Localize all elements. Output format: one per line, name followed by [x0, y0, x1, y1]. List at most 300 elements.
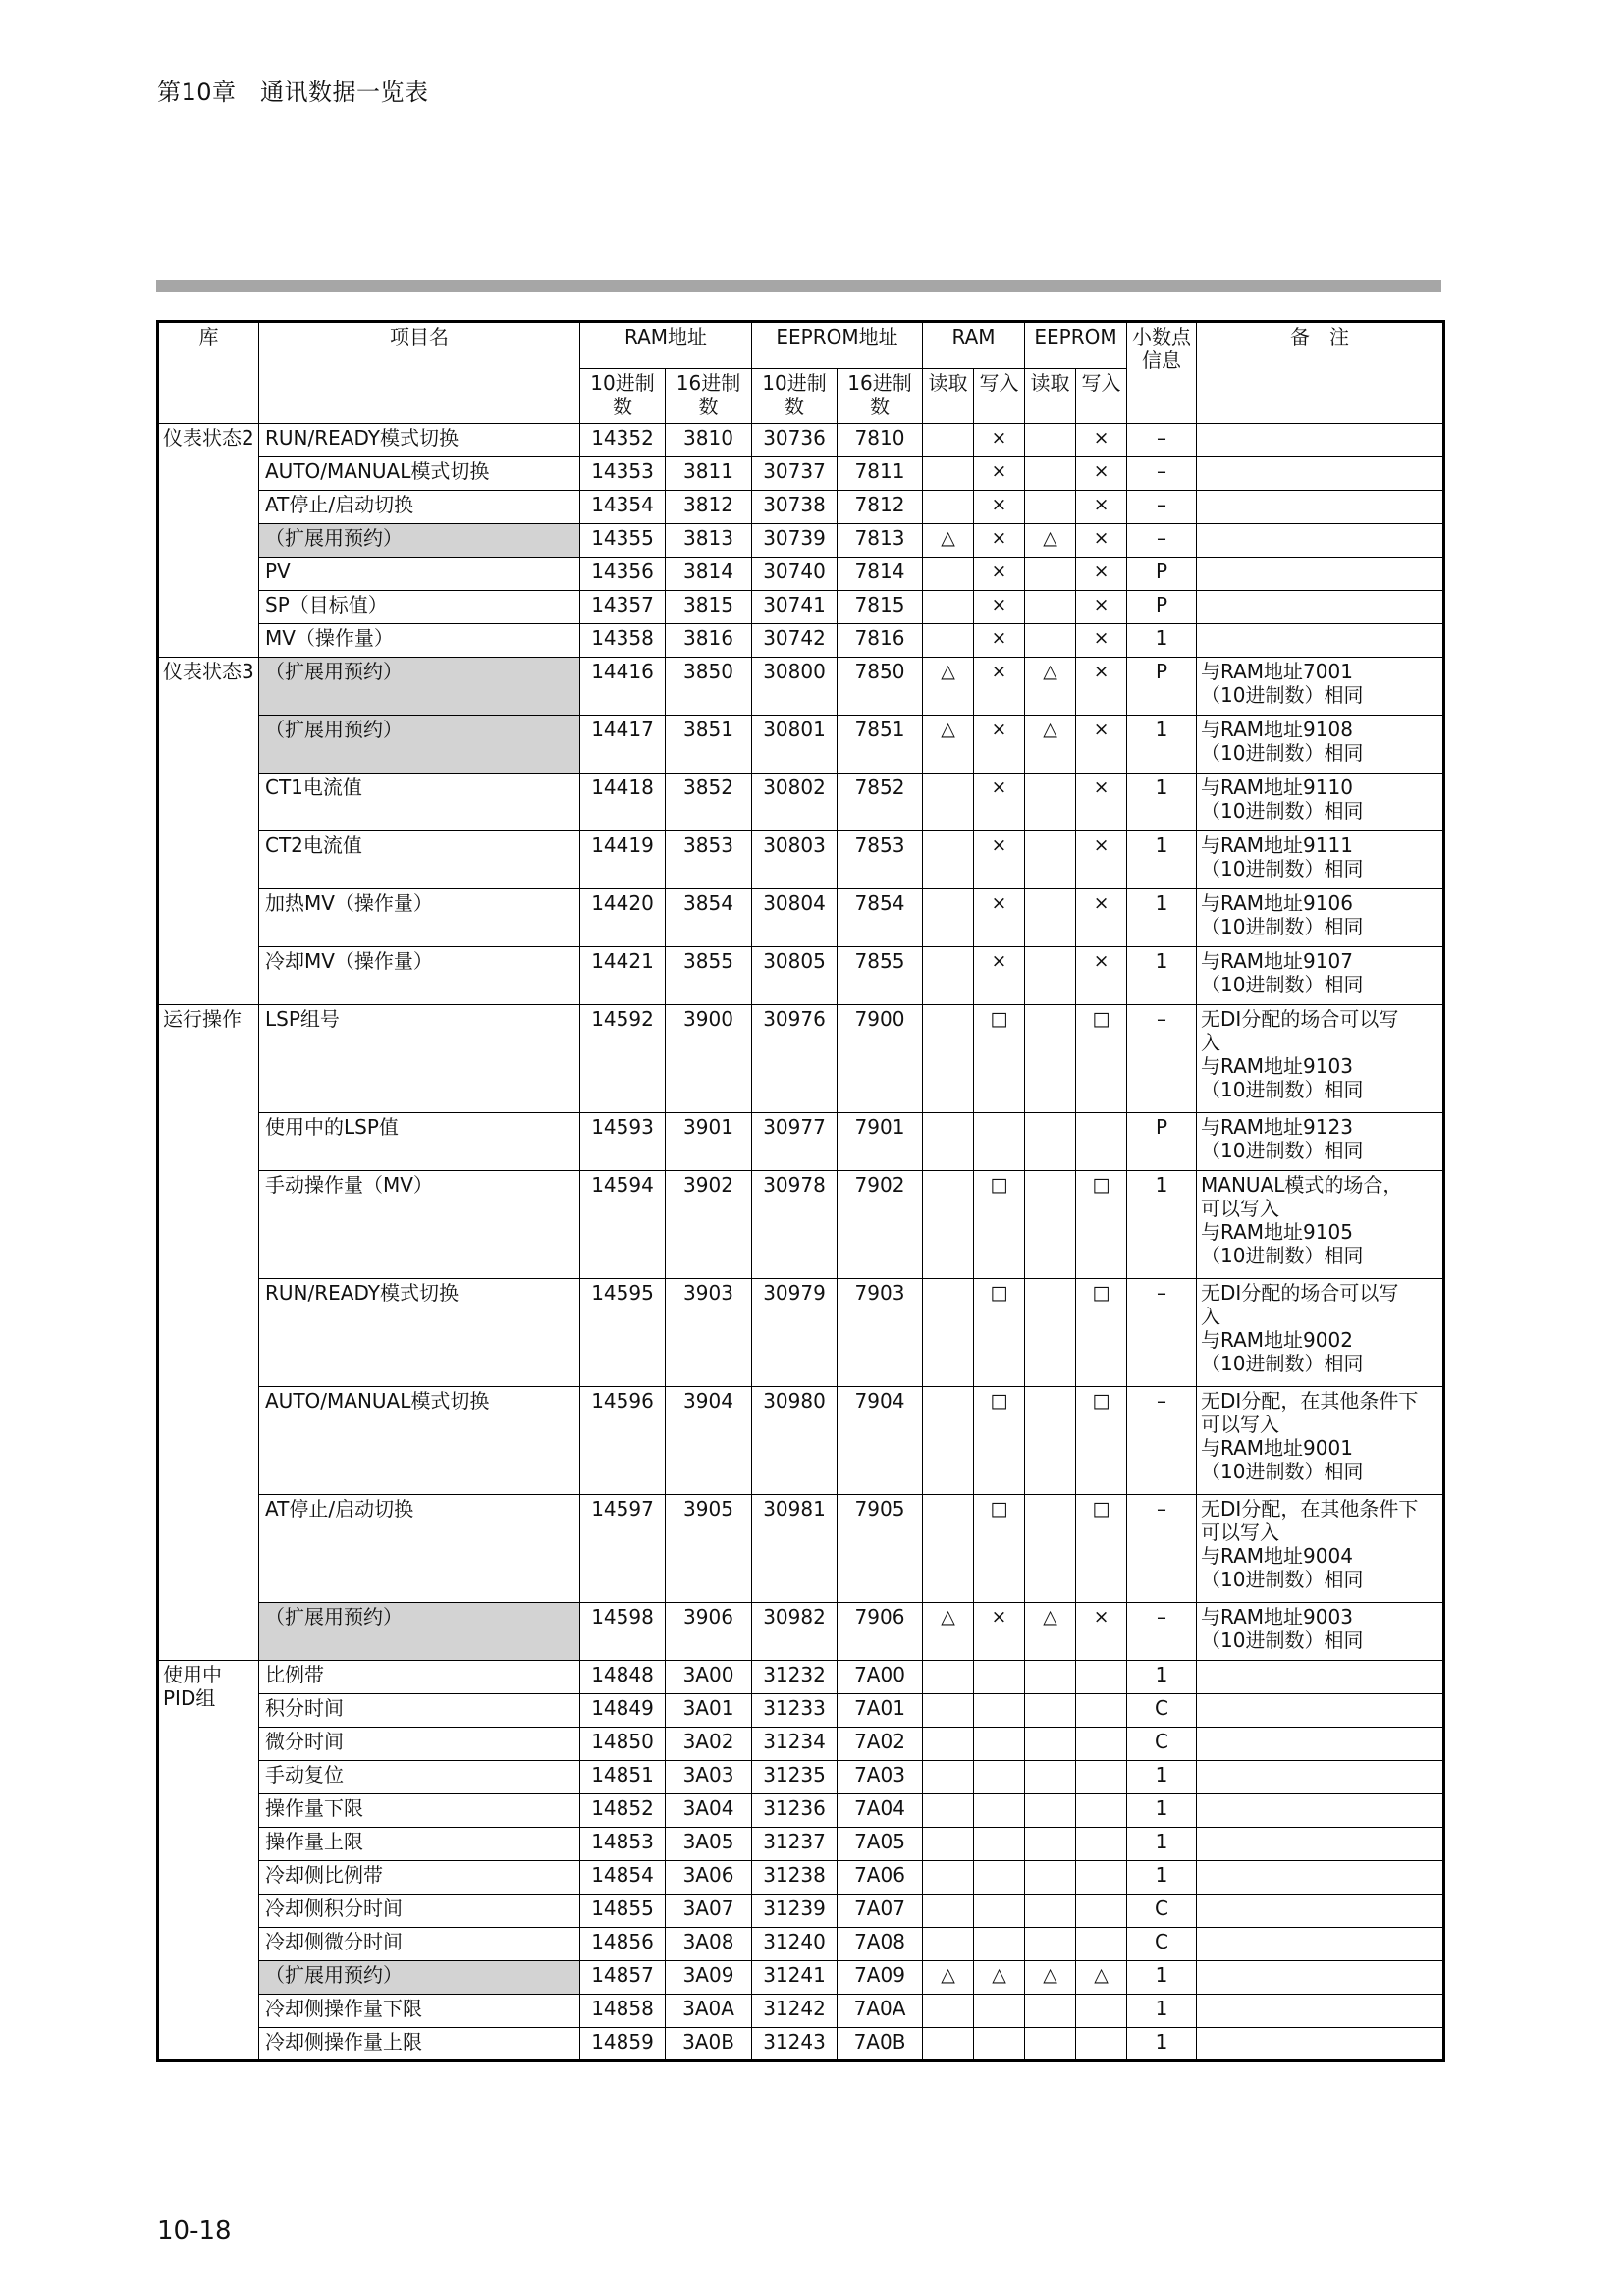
item-name-cell: （扩展用预约） [259, 658, 580, 716]
eeprom-read-cell [1025, 1171, 1076, 1279]
item-name-cell: 冷却侧积分时间 [259, 1895, 580, 1928]
item-name-cell: LSP组号 [259, 1005, 580, 1113]
ram-hex-cell: 3813 [666, 524, 752, 558]
eeprom-read-cell [1025, 1387, 1076, 1495]
remarks-cell: 与RAM地址9003 （10进制数）相同 [1197, 1603, 1444, 1661]
ram-write-cell: × [974, 889, 1025, 947]
table-row [158, 658, 1444, 716]
ram-write-cell: □ [974, 1005, 1025, 1113]
eeprom-hex-cell: 7812 [838, 491, 923, 524]
ram-hex-cell: 3901 [666, 1113, 752, 1171]
eeprom-read-cell [1025, 1005, 1076, 1113]
eeprom-hex-cell: 7815 [838, 591, 923, 624]
remarks-cell [1197, 491, 1444, 524]
decimal-info-cell: 1 [1127, 1995, 1197, 2028]
eeprom-write-cell [1076, 1113, 1127, 1171]
eeprom-dec-cell: 30980 [752, 1387, 838, 1495]
ram-write-cell [974, 1828, 1025, 1861]
eeprom-hex-cell: 7A09 [838, 1961, 923, 1995]
eeprom-write-cell: × [1076, 774, 1127, 831]
eeprom-read-cell: △ [1025, 1961, 1076, 1995]
table-row [158, 624, 1444, 658]
ram-hex-cell: 3853 [666, 831, 752, 889]
table-row [158, 831, 1444, 889]
eeprom-write-cell [1076, 1861, 1127, 1895]
eeprom-dec-cell: 31236 [752, 1794, 838, 1828]
chapter-title: 第10章 通讯数据一览表 [157, 79, 429, 106]
eeprom-read-cell [1025, 457, 1076, 491]
item-name-cell: 积分时间 [259, 1694, 580, 1728]
ram-dec-cell: 14857 [580, 1961, 666, 1995]
header-eeprom-dec: 10进制数 [752, 369, 838, 424]
ram-hex-cell: 3A0B [666, 2028, 752, 2061]
eeprom-read-cell [1025, 424, 1076, 457]
eeprom-read-cell [1025, 1495, 1076, 1603]
eeprom-read-cell: △ [1025, 716, 1076, 774]
item-name-cell: AT停止/启动切换 [259, 491, 580, 524]
table-row [158, 1387, 1444, 1495]
eeprom-read-cell [1025, 1661, 1076, 1694]
table-row [158, 1694, 1444, 1728]
eeprom-hex-cell: 7903 [838, 1279, 923, 1387]
eeprom-write-cell: × [1076, 524, 1127, 558]
decimal-info-cell: – [1127, 524, 1197, 558]
ram-dec-cell: 14355 [580, 524, 666, 558]
eeprom-dec-cell: 30741 [752, 591, 838, 624]
decimal-info-cell: 1 [1127, 2028, 1197, 2061]
ram-read-cell [923, 1728, 974, 1761]
ram-dec-cell: 14420 [580, 889, 666, 947]
ram-hex-cell: 3902 [666, 1171, 752, 1279]
eeprom-hex-cell: 7902 [838, 1171, 923, 1279]
ram-read-cell [923, 457, 974, 491]
decimal-info-cell: – [1127, 1603, 1197, 1661]
eeprom-write-cell: × [1076, 889, 1127, 947]
ram-write-cell: × [974, 831, 1025, 889]
header-eeprom-address: EEPROM地址 [752, 322, 923, 369]
ram-write-cell: × [974, 524, 1025, 558]
item-name-cell: 手动操作量（MV） [259, 1171, 580, 1279]
decimal-info-cell: 1 [1127, 947, 1197, 1005]
eeprom-hex-cell: 7A0A [838, 1995, 923, 2028]
decimal-info-cell: 1 [1127, 774, 1197, 831]
table-row [158, 1661, 1444, 1694]
ram-write-cell: △ [974, 1961, 1025, 1995]
ram-hex-cell: 3812 [666, 491, 752, 524]
decimal-info-cell: P [1127, 658, 1197, 716]
remarks-cell [1197, 1761, 1444, 1794]
decimal-info-cell: 1 [1127, 1828, 1197, 1861]
ram-read-cell [923, 1995, 974, 2028]
ram-write-cell [974, 1895, 1025, 1928]
eeprom-hex-cell: 7A04 [838, 1794, 923, 1828]
item-name-cell: MV（操作量） [259, 624, 580, 658]
header-item-name: 项目名 [259, 322, 580, 424]
ram-read-cell [923, 1113, 974, 1171]
eeprom-dec-cell: 30978 [752, 1171, 838, 1279]
ram-read-cell [923, 1279, 974, 1387]
eeprom-write-cell: □ [1076, 1171, 1127, 1279]
eeprom-hex-cell: 7906 [838, 1603, 923, 1661]
eeprom-hex-cell: 7816 [838, 624, 923, 658]
table-row [158, 1961, 1444, 1995]
ram-read-cell [923, 1895, 974, 1928]
remarks-cell [1197, 1928, 1444, 1961]
ram-dec-cell: 14596 [580, 1387, 666, 1495]
item-name-cell: SP（目标值） [259, 591, 580, 624]
eeprom-read-cell [1025, 947, 1076, 1005]
eeprom-write-cell: △ [1076, 1961, 1127, 1995]
ram-hex-cell: 3815 [666, 591, 752, 624]
ram-read-cell: △ [923, 716, 974, 774]
eeprom-read-cell [1025, 1761, 1076, 1794]
remarks-cell [1197, 2028, 1444, 2061]
eeprom-write-cell [1076, 1761, 1127, 1794]
eeprom-read-cell: △ [1025, 1603, 1076, 1661]
eeprom-read-cell: △ [1025, 524, 1076, 558]
eeprom-write-cell [1076, 1895, 1127, 1928]
eeprom-write-cell: × [1076, 831, 1127, 889]
ram-write-cell [974, 1661, 1025, 1694]
remarks-cell [1197, 591, 1444, 624]
eeprom-write-cell [1076, 1828, 1127, 1861]
eeprom-write-cell [1076, 2028, 1127, 2061]
eeprom-dec-cell: 30740 [752, 558, 838, 591]
eeprom-read-cell [1025, 1279, 1076, 1387]
item-name-cell: 微分时间 [259, 1728, 580, 1761]
ram-hex-cell: 3A09 [666, 1961, 752, 1995]
ram-dec-cell: 14598 [580, 1603, 666, 1661]
item-name-cell: 冷却侧微分时间 [259, 1928, 580, 1961]
remarks-cell [1197, 624, 1444, 658]
eeprom-dec-cell: 30976 [752, 1005, 838, 1113]
eeprom-write-cell [1076, 1728, 1127, 1761]
eeprom-dec-cell: 31233 [752, 1694, 838, 1728]
table-row [158, 424, 1444, 457]
decimal-info-cell: 1 [1127, 1171, 1197, 1279]
header-ram: RAM [923, 322, 1025, 369]
ram-write-cell [974, 1728, 1025, 1761]
ram-read-cell: △ [923, 524, 974, 558]
item-name-cell: CT2电流值 [259, 831, 580, 889]
header-eeprom-write: 写入 [1076, 369, 1127, 424]
item-name-cell: （扩展用预约） [259, 716, 580, 774]
eeprom-write-cell [1076, 1694, 1127, 1728]
ram-write-cell [974, 2028, 1025, 2061]
table-row [158, 457, 1444, 491]
ram-hex-cell: 3852 [666, 774, 752, 831]
remarks-cell [1197, 1728, 1444, 1761]
decimal-info-cell: 1 [1127, 831, 1197, 889]
remarks-cell [1197, 1861, 1444, 1895]
table-row [158, 1928, 1444, 1961]
decimal-info-cell: P [1127, 591, 1197, 624]
ram-hex-cell: 3A07 [666, 1895, 752, 1928]
eeprom-dec-cell: 30982 [752, 1603, 838, 1661]
ram-dec-cell: 14856 [580, 1928, 666, 1961]
item-name-cell: 冷却侧比例带 [259, 1861, 580, 1895]
ram-hex-cell: 3A03 [666, 1761, 752, 1794]
ram-hex-cell: 3814 [666, 558, 752, 591]
eeprom-dec-cell: 31240 [752, 1928, 838, 1961]
eeprom-write-cell: × [1076, 491, 1127, 524]
eeprom-hex-cell: 7904 [838, 1387, 923, 1495]
eeprom-hex-cell: 7A0B [838, 2028, 923, 2061]
item-name-cell: （扩展用预约） [259, 1603, 580, 1661]
ram-dec-cell: 14352 [580, 424, 666, 457]
remarks-cell: 与RAM地址9110 （10进制数）相同 [1197, 774, 1444, 831]
eeprom-dec-cell: 30739 [752, 524, 838, 558]
eeprom-write-cell: × [1076, 624, 1127, 658]
eeprom-hex-cell: 7810 [838, 424, 923, 457]
ram-read-cell [923, 1928, 974, 1961]
ram-read-cell [923, 831, 974, 889]
ram-write-cell: × [974, 457, 1025, 491]
ram-dec-cell: 14356 [580, 558, 666, 591]
ram-dec-cell: 14592 [580, 1005, 666, 1113]
ram-read-cell [923, 1387, 974, 1495]
ram-write-cell: □ [974, 1495, 1025, 1603]
eeprom-dec-cell: 31232 [752, 1661, 838, 1694]
eeprom-dec-cell: 31239 [752, 1895, 838, 1928]
eeprom-write-cell: □ [1076, 1005, 1127, 1113]
ram-dec-cell: 14357 [580, 591, 666, 624]
eeprom-hex-cell: 7855 [838, 947, 923, 1005]
decimal-info-cell: C [1127, 1928, 1197, 1961]
eeprom-write-cell: × [1076, 1603, 1127, 1661]
item-name-cell: AUTO/MANUAL模式切换 [259, 457, 580, 491]
ram-write-cell [974, 1928, 1025, 1961]
ram-write-cell: × [974, 716, 1025, 774]
eeprom-write-cell: × [1076, 947, 1127, 1005]
item-name-cell: 冷却侧操作量下限 [259, 1995, 580, 2028]
remarks-cell [1197, 1694, 1444, 1728]
remarks-cell: 无DI分配的场合可以写 入 与RAM地址9103 （10进制数）相同 [1197, 1005, 1444, 1113]
eeprom-dec-cell: 30977 [752, 1113, 838, 1171]
ram-write-cell [974, 1861, 1025, 1895]
eeprom-write-cell: □ [1076, 1279, 1127, 1387]
eeprom-dec-cell: 30801 [752, 716, 838, 774]
decimal-info-cell: – [1127, 424, 1197, 457]
ram-read-cell [923, 424, 974, 457]
table-row [158, 491, 1444, 524]
item-name-cell: 操作量下限 [259, 1794, 580, 1828]
remarks-cell [1197, 1828, 1444, 1861]
eeprom-read-cell [1025, 1828, 1076, 1861]
ram-hex-cell: 3A01 [666, 1694, 752, 1728]
section-divider-bar [156, 280, 1441, 292]
eeprom-read-cell [1025, 491, 1076, 524]
remarks-cell [1197, 558, 1444, 591]
ram-hex-cell: 3A08 [666, 1928, 752, 1961]
eeprom-write-cell: × [1076, 716, 1127, 774]
ram-read-cell [923, 1005, 974, 1113]
item-name-cell: AT停止/启动切换 [259, 1495, 580, 1603]
ram-dec-cell: 14354 [580, 491, 666, 524]
ram-dec-cell: 14853 [580, 1828, 666, 1861]
decimal-info-cell: 1 [1127, 716, 1197, 774]
eeprom-hex-cell: 7813 [838, 524, 923, 558]
ram-hex-cell: 3900 [666, 1005, 752, 1113]
ram-dec-cell: 14858 [580, 1995, 666, 2028]
ram-dec-cell: 14595 [580, 1279, 666, 1387]
item-name-cell: AUTO/MANUAL模式切换 [259, 1387, 580, 1495]
ram-read-cell [923, 1694, 974, 1728]
table-row [158, 1495, 1444, 1603]
eeprom-hex-cell: 7A05 [838, 1828, 923, 1861]
ram-dec-cell: 14353 [580, 457, 666, 491]
header-ram-hex: 16进制数 [666, 369, 752, 424]
remarks-cell [1197, 457, 1444, 491]
table-row [158, 524, 1444, 558]
eeprom-write-cell [1076, 1995, 1127, 2028]
table-row [158, 558, 1444, 591]
decimal-info-cell: 1 [1127, 1961, 1197, 1995]
remarks-cell: MANUAL模式的场合， 可以写入 与RAM地址9105 （10进制数）相同 [1197, 1171, 1444, 1279]
ram-hex-cell: 3A0A [666, 1995, 752, 2028]
item-name-cell: CT1电流值 [259, 774, 580, 831]
remarks-cell: 与RAM地址9108 （10进制数）相同 [1197, 716, 1444, 774]
eeprom-write-cell [1076, 1661, 1127, 1694]
library-group-cell: 仪表状态2 [158, 424, 259, 658]
remarks-cell: 与RAM地址9107 （10进制数）相同 [1197, 947, 1444, 1005]
eeprom-read-cell [1025, 591, 1076, 624]
ram-dec-cell: 14855 [580, 1895, 666, 1928]
remarks-cell [1197, 1661, 1444, 1694]
ram-write-cell: × [974, 1603, 1025, 1661]
ram-write-cell: × [974, 774, 1025, 831]
ram-hex-cell: 3855 [666, 947, 752, 1005]
ram-read-cell [923, 2028, 974, 2061]
eeprom-read-cell [1025, 624, 1076, 658]
table-row [158, 1895, 1444, 1928]
library-group-cell: 仪表状态3 [158, 658, 259, 1005]
table-row [158, 1794, 1444, 1828]
ram-read-cell: △ [923, 1603, 974, 1661]
eeprom-read-cell [1025, 1728, 1076, 1761]
ram-write-cell: □ [974, 1387, 1025, 1495]
table-row [158, 889, 1444, 947]
eeprom-dec-cell: 31237 [752, 1828, 838, 1861]
eeprom-hex-cell: 7A07 [838, 1895, 923, 1928]
ram-dec-cell: 14416 [580, 658, 666, 716]
eeprom-read-cell [1025, 1113, 1076, 1171]
ram-hex-cell: 3851 [666, 716, 752, 774]
eeprom-dec-cell: 31241 [752, 1961, 838, 1995]
ram-write-cell [974, 1113, 1025, 1171]
decimal-info-cell: C [1127, 1895, 1197, 1928]
eeprom-write-cell: × [1076, 658, 1127, 716]
ram-hex-cell: 3810 [666, 424, 752, 457]
eeprom-hex-cell: 7900 [838, 1005, 923, 1113]
ram-read-cell [923, 1794, 974, 1828]
ram-read-cell: △ [923, 658, 974, 716]
table-row [158, 947, 1444, 1005]
eeprom-dec-cell: 30804 [752, 889, 838, 947]
ram-hex-cell: 3A00 [666, 1661, 752, 1694]
remarks-cell: 与RAM地址9111 （10进制数）相同 [1197, 831, 1444, 889]
eeprom-write-cell: □ [1076, 1495, 1127, 1603]
eeprom-dec-cell: 31235 [752, 1761, 838, 1794]
eeprom-hex-cell: 7A00 [838, 1661, 923, 1694]
remarks-cell [1197, 1995, 1444, 2028]
ram-hex-cell: 3816 [666, 624, 752, 658]
remarks-cell [1197, 1794, 1444, 1828]
ram-dec-cell: 14593 [580, 1113, 666, 1171]
ram-hex-cell: 3A05 [666, 1828, 752, 1861]
item-name-cell: 比例带 [259, 1661, 580, 1694]
decimal-info-cell: 1 [1127, 889, 1197, 947]
ram-read-cell [923, 491, 974, 524]
eeprom-read-cell [1025, 1794, 1076, 1828]
table-row [158, 774, 1444, 831]
decimal-info-cell: C [1127, 1694, 1197, 1728]
table-row [158, 2028, 1444, 2061]
remarks-cell: 与RAM地址9106 （10进制数）相同 [1197, 889, 1444, 947]
ram-hex-cell: 3854 [666, 889, 752, 947]
header-library: 库 [158, 322, 259, 424]
eeprom-dec-cell: 31238 [752, 1861, 838, 1895]
eeprom-write-cell: × [1076, 424, 1127, 457]
ram-read-cell [923, 1761, 974, 1794]
header-eeprom: EEPROM [1025, 322, 1127, 369]
decimal-info-cell: – [1127, 1005, 1197, 1113]
ram-write-cell: × [974, 947, 1025, 1005]
ram-write-cell [974, 1694, 1025, 1728]
decimal-info-cell: P [1127, 558, 1197, 591]
remarks-cell [1197, 1895, 1444, 1928]
decimal-info-cell: P [1127, 1113, 1197, 1171]
ram-read-cell [923, 1828, 974, 1861]
ram-dec-cell: 14417 [580, 716, 666, 774]
item-name-cell: （扩展用预约） [259, 524, 580, 558]
remarks-cell [1197, 524, 1444, 558]
ram-dec-cell: 14850 [580, 1728, 666, 1761]
decimal-info-cell: – [1127, 491, 1197, 524]
ram-dec-cell: 14848 [580, 1661, 666, 1694]
header-decimal-info: 小数点信息 [1127, 322, 1197, 424]
eeprom-hex-cell: 7905 [838, 1495, 923, 1603]
ram-hex-cell: 3850 [666, 658, 752, 716]
eeprom-hex-cell: 7A08 [838, 1928, 923, 1961]
ram-write-cell: × [974, 558, 1025, 591]
library-group-cell: 使用中 PID组 [158, 1661, 259, 2061]
header-ram-read: 读取 [923, 369, 974, 424]
ram-dec-cell: 14851 [580, 1761, 666, 1794]
eeprom-write-cell: × [1076, 457, 1127, 491]
eeprom-write-cell [1076, 1928, 1127, 1961]
eeprom-dec-cell: 30803 [752, 831, 838, 889]
eeprom-dec-cell: 30800 [752, 658, 838, 716]
ram-hex-cell: 3A02 [666, 1728, 752, 1761]
eeprom-hex-cell: 7853 [838, 831, 923, 889]
decimal-info-cell: – [1127, 457, 1197, 491]
eeprom-dec-cell: 30738 [752, 491, 838, 524]
decimal-info-cell: – [1127, 1387, 1197, 1495]
decimal-info-cell: – [1127, 1495, 1197, 1603]
decimal-info-cell: 1 [1127, 1861, 1197, 1895]
ram-dec-cell: 14852 [580, 1794, 666, 1828]
eeprom-hex-cell: 7852 [838, 774, 923, 831]
eeprom-dec-cell: 30737 [752, 457, 838, 491]
ram-write-cell: × [974, 624, 1025, 658]
eeprom-read-cell [1025, 558, 1076, 591]
eeprom-dec-cell: 30805 [752, 947, 838, 1005]
ram-dec-cell: 14597 [580, 1495, 666, 1603]
ram-dec-cell: 14419 [580, 831, 666, 889]
eeprom-hex-cell: 7901 [838, 1113, 923, 1171]
table-body [158, 424, 1444, 2061]
